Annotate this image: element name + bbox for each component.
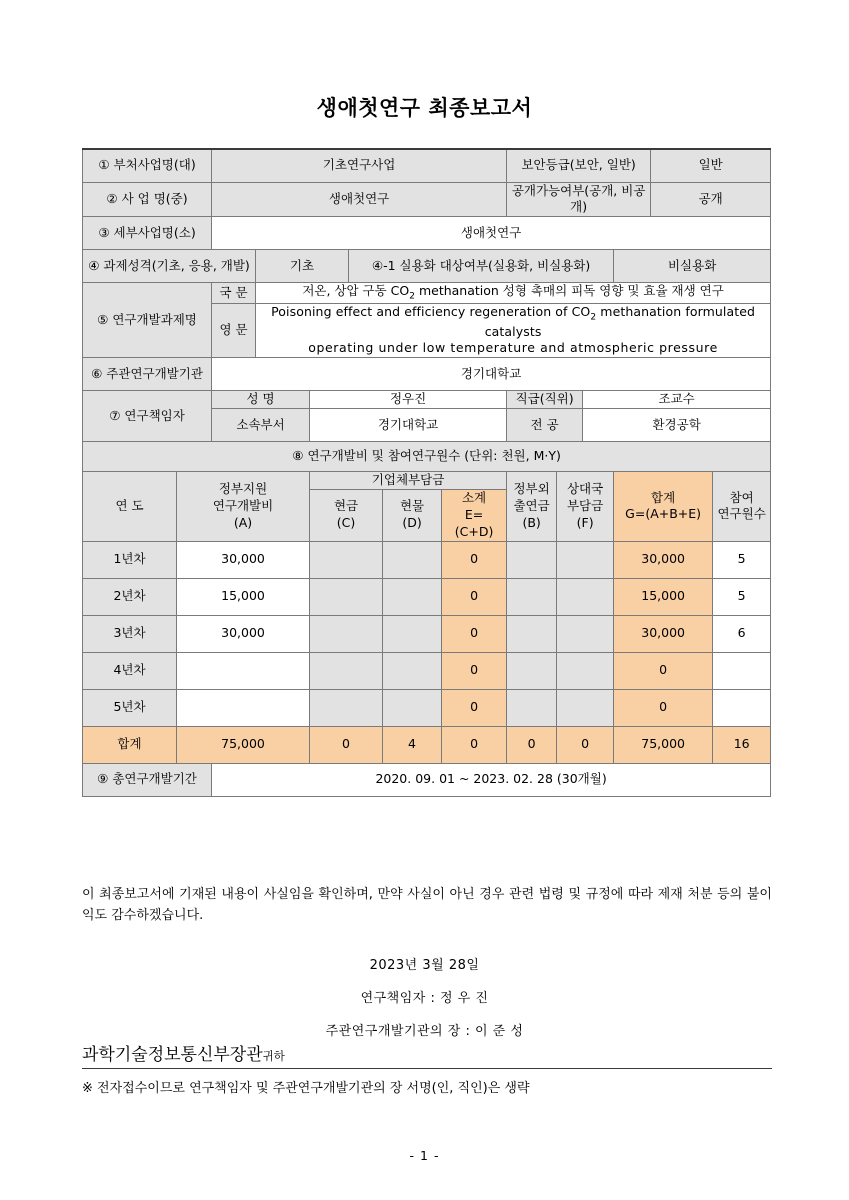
- cash-line2: (C): [336, 515, 356, 531]
- value-host-institution: 경기대학교: [212, 358, 771, 391]
- budget-cell-gov: 15,000: [177, 578, 310, 615]
- budget-col-partner: [557, 472, 614, 542]
- value-project-name: 생애첫연구: [212, 182, 507, 217]
- budget-cell-researchers: [713, 652, 771, 689]
- label-principal-investigator: ⑦ 연구책임자: [83, 391, 212, 442]
- korean-title-text: 저온, 상압 구동 CO: [302, 283, 410, 299]
- value-pi-name: 정우진: [310, 391, 507, 409]
- addressee-line: [82, 1040, 772, 1069]
- subtotal-line2: E=(C+D): [454, 506, 494, 539]
- budget-cell-year: 3년차: [83, 615, 177, 652]
- budget-cell-inkind: [383, 652, 442, 689]
- signature-omission-note: ※ 전자접수이므로 연구책임자 및 주관연구개발기관의 장 서명(인, 직인)은 생략: [82, 1081, 530, 1096]
- budget-cell-subtotal: 0: [442, 615, 507, 652]
- table-row: [83, 652, 771, 689]
- partner-line1: 상대국: [566, 481, 604, 497]
- value-english-title: [256, 303, 771, 357]
- table-row: [83, 578, 771, 615]
- gov-fund-line2: 연구개발비: [212, 497, 274, 513]
- budget-col-total: [614, 472, 713, 542]
- researchers-line2: 연구원수: [717, 506, 766, 522]
- budget-cell-gov: 30,000: [177, 541, 310, 578]
- table-row-title-korean: [83, 283, 771, 304]
- label-commercialization: ④-1 실용화 대상여부(실용화, 비실용화): [349, 250, 614, 283]
- budget-cell-subtotal: 0: [442, 578, 507, 615]
- budget-cell-partner: [557, 652, 614, 689]
- budget-total-total: 75,000: [614, 726, 713, 763]
- budget-cell-total: 15,000: [614, 578, 713, 615]
- budget-total-row: [83, 726, 771, 763]
- value-commercialization: 비실용화: [614, 250, 771, 283]
- budget-cell-year: 1년차: [83, 541, 177, 578]
- gov-fund-line3: (A): [233, 514, 253, 530]
- budget-col-gov-fund: [177, 472, 310, 542]
- budget-total-inkind: 4: [383, 726, 442, 763]
- budget-cell-subtotal: 0: [442, 541, 507, 578]
- budget-total-label: 합계: [83, 726, 177, 763]
- budget-cell-inkind: [383, 578, 442, 615]
- label-english-title: 영 문: [212, 303, 256, 357]
- budget-cell-nongov: [507, 541, 557, 578]
- budget-cell-nongov: [507, 689, 557, 726]
- label-subproject-name: ③ 세부사업명(소): [83, 217, 212, 250]
- partner-line3: (F): [576, 514, 594, 530]
- researchers-line1: 참여: [729, 489, 754, 505]
- budget-cell-year: 2년차: [83, 578, 177, 615]
- budget-cell-inkind: [383, 615, 442, 652]
- table-row-host-institution: [83, 358, 771, 391]
- budget-cell-cash: [310, 689, 383, 726]
- budget-total-partner: 0: [557, 726, 614, 763]
- korean-title-text-tail: methanation 성형 촉매의 피독 영향 및 효율 재생 연구: [414, 283, 724, 299]
- budget-cell-cash: [310, 541, 383, 578]
- value-security-level: 일반: [651, 149, 771, 182]
- budget-col-company-group: 기업체부담금: [310, 472, 507, 490]
- budget-cell-inkind: [383, 689, 442, 726]
- budget-cell-cash: [310, 652, 383, 689]
- budget-total-gov: 75,000: [177, 726, 310, 763]
- english-title-post: methanation formulated catalysts: [484, 303, 756, 339]
- budget-cell-subtotal: 0: [442, 689, 507, 726]
- budget-col-cash: [310, 490, 383, 542]
- budget-cell-cash: [310, 615, 383, 652]
- label-disclosure: 공개가능여부(공개, 비공개): [507, 182, 651, 217]
- label-security-level: 보안등급(보안, 일반): [507, 149, 651, 182]
- value-subproject-name: 생애첫연구: [212, 217, 771, 250]
- budget-cell-researchers: 5: [713, 578, 771, 615]
- value-pi-major: 환경공학: [583, 409, 771, 442]
- budget-cell-total: 30,000: [614, 615, 713, 652]
- budget-cell-inkind: [383, 541, 442, 578]
- subtotal-line1: 소계: [461, 490, 487, 506]
- budget-cell-gov: [177, 652, 310, 689]
- budget-total-researchers: 16: [713, 726, 771, 763]
- budget-cell-year: 4년차: [83, 652, 177, 689]
- table-row: [83, 689, 771, 726]
- korean-title-subscript: 2: [409, 291, 415, 302]
- total-line1: 합계: [651, 489, 676, 505]
- budget-col-nongov: [507, 472, 557, 542]
- budget-total-subtotal: 0: [442, 726, 507, 763]
- budget-cell-total: 0: [614, 689, 713, 726]
- value-pi-department: 경기대학교: [310, 409, 507, 442]
- label-project-type: ④ 과제성격(기초, 응용, 개발): [83, 250, 256, 283]
- table-row-dept-project: [83, 149, 771, 182]
- signature-date: 2023년 3월 28일: [369, 958, 480, 973]
- english-title-subscript: 2: [590, 312, 597, 323]
- budget-col-inkind: [383, 490, 442, 542]
- addressee-minister: 과학기술정보통신부장관: [82, 1045, 263, 1065]
- budget-cell-cash: [310, 578, 383, 615]
- addressee-honorific: 귀하: [262, 1049, 285, 1063]
- value-disclosure: 공개: [651, 182, 771, 217]
- english-title-line1: [260, 304, 766, 341]
- total-line2: G=(A+B+E): [625, 506, 702, 522]
- budget-header-row-1: [83, 472, 771, 490]
- budget-col-year: 연 도: [83, 472, 177, 542]
- page-title: 생애첫연구 최종보고서: [316, 96, 533, 120]
- budget-total-nongov: 0: [507, 726, 557, 763]
- budget-cell-partner: [557, 541, 614, 578]
- budget-cell-year: 5년차: [83, 689, 177, 726]
- label-pi-name: 성 명: [212, 391, 310, 409]
- cash-line1: 현금: [333, 498, 359, 514]
- table-row-project-type: [83, 250, 771, 283]
- label-dept-project: ① 부처사업명(대): [83, 149, 212, 182]
- budget-cell-nongov: [507, 578, 557, 615]
- value-research-period: 2020. 09. 01 ~ 2023. 02. 28 (30개월): [212, 763, 771, 796]
- budget-cell-nongov: [507, 652, 557, 689]
- table-row-research-period: [83, 763, 771, 796]
- budget-cell-gov: [177, 689, 310, 726]
- value-project-type: 기초: [256, 250, 349, 283]
- inkind-line1: 현물: [399, 498, 425, 514]
- nongov-line2: 출연금: [513, 497, 550, 513]
- nongov-line3: (B): [522, 514, 541, 530]
- table-row-pi-name: [83, 391, 771, 409]
- confirmation-statement: 이 최종보고서에 기재된 내용이 사실임을 확인하며, 만약 사실이 아닌 경우 관련 법령 및 규정에 따라 제재 처분 등의 불이익도 감수하겠습니다.: [82, 887, 772, 924]
- label-rnd-title: ⑤ 연구개발과제명: [83, 283, 212, 358]
- budget-col-subtotal: [442, 490, 507, 542]
- budget-cell-gov: 30,000: [177, 615, 310, 652]
- value-korean-title: [256, 283, 771, 304]
- budget-total-cash: 0: [310, 726, 383, 763]
- budget-cell-total: 0: [614, 652, 713, 689]
- label-korean-title: 국 문: [212, 283, 256, 304]
- label-pi-position: 직급(직위): [507, 391, 583, 409]
- label-research-period: ⑨ 총연구개발기간: [83, 763, 212, 796]
- budget-cell-subtotal: 0: [442, 652, 507, 689]
- inkind-line2: (D): [402, 515, 422, 531]
- nongov-line1: 정부외: [513, 481, 550, 497]
- table-row: [83, 615, 771, 652]
- budget-cell-researchers: 5: [713, 541, 771, 578]
- budget-cell-nongov: [507, 615, 557, 652]
- budget-cell-partner: [557, 615, 614, 652]
- budget-cell-partner: [557, 689, 614, 726]
- label-host-institution: ⑥ 주관연구개발기관: [83, 358, 212, 391]
- label-pi-department: 소속부서: [212, 409, 310, 442]
- english-title-pre: Poisoning effect and efficiency regeneration of CO: [271, 303, 591, 319]
- gov-fund-line1: 정부지원: [218, 481, 268, 497]
- value-pi-position: 조교수: [583, 391, 771, 409]
- value-dept-project: 기초연구사업: [212, 149, 507, 182]
- english-title-line2: operating under low temperature and atmospheric pressure: [308, 340, 718, 356]
- report-cover-table: [82, 148, 771, 797]
- partner-line2: 부담금: [566, 497, 604, 513]
- table-row: [83, 541, 771, 578]
- budget-cell-partner: [557, 578, 614, 615]
- budget-section-title: ⑧ 연구개발비 및 참여연구원수 (단위: 천원, M·Y): [83, 442, 771, 472]
- budget-cell-total: 30,000: [614, 541, 713, 578]
- signature-institution-head: 주관연구개발기관의 장 : 이 준 성: [325, 1024, 524, 1039]
- page-number: - 1 -: [409, 1148, 440, 1163]
- budget-cell-researchers: [713, 689, 771, 726]
- table-row-project-name: [83, 182, 771, 217]
- table-row-budget-section-title: [83, 442, 771, 472]
- budget-cell-researchers: 6: [713, 615, 771, 652]
- label-pi-major: 전 공: [507, 409, 583, 442]
- signature-principal-investigator: 연구책임자 : 정 우 진: [360, 991, 489, 1006]
- table-row-subproject-name: [83, 217, 771, 250]
- budget-col-researchers: [713, 472, 771, 542]
- label-project-name: ② 사 업 명(중): [83, 182, 212, 217]
